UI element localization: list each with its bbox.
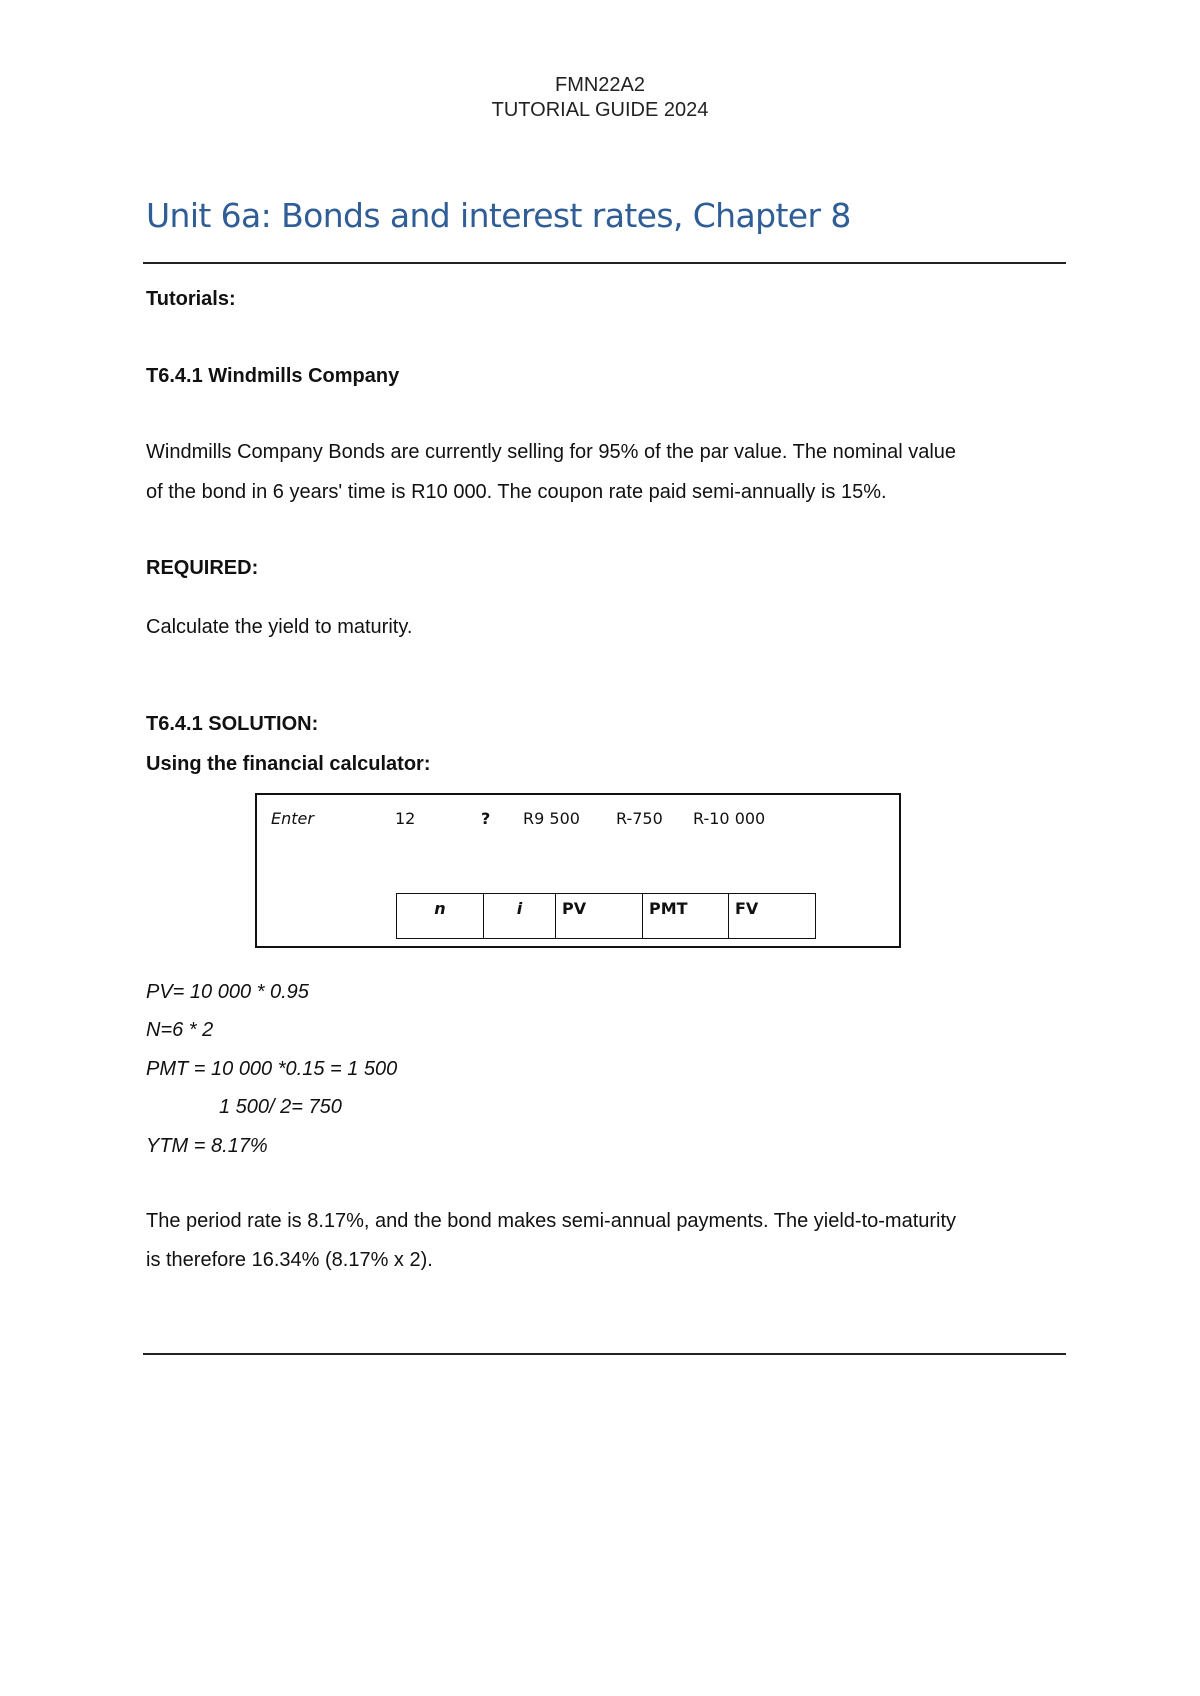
calculator-key-pv: PV <box>556 894 643 938</box>
calculator-entry-n: 12 <box>395 809 416 828</box>
working-ytm: YTM = 8.17% <box>146 1135 268 1157</box>
solution-method: Using the financial calculator: <box>146 753 431 775</box>
calculator-entry-pmt: R-750 <box>616 809 663 828</box>
required-text: Calculate the yield to maturity. <box>146 616 413 638</box>
calculator-key-n: n <box>397 894 484 938</box>
working-n: N=6 * 2 <box>146 1019 214 1041</box>
calculator-enter-label: Enter <box>271 809 314 828</box>
tutorials-label: Tutorials: <box>146 288 236 310</box>
calculator-key-fv: FV <box>735 899 759 918</box>
header-course-code: FMN22A2 <box>554 74 646 96</box>
calculator-entry-pv: R9 500 <box>523 809 580 828</box>
solution-heading: T6.4.1 SOLUTION: <box>146 713 319 735</box>
calculator-input-box <box>255 793 901 948</box>
title-divider <box>143 262 1066 264</box>
conclusion-line-2: is therefore 16.34% (8.17% x 2). <box>146 1249 433 1271</box>
working-pv: PV= 10 000 * 0.95 <box>146 981 309 1003</box>
unit-title: Unit 6a: Bonds and interest rates, Chapter 8 <box>146 196 851 235</box>
header-guide-title: TUTORIAL GUIDE 2024 <box>491 99 709 121</box>
question-heading: T6.4.1 Windmills Company <box>146 365 400 387</box>
section-end-divider <box>143 1353 1066 1355</box>
working-pmt: PMT = 10 000 *0.15 = 1 500 <box>146 1058 398 1080</box>
question-body-line-1: Windmills Company Bonds are currently selling for 95% of the par value. The nominal value <box>146 441 957 463</box>
calculator-entry-fv: R-10 000 <box>693 809 766 828</box>
working-pmt-half: 1 500/ 2= 750 <box>219 1096 342 1118</box>
conclusion-line-1: The period rate is 8.17%, and the bond makes semi-annual payments. The yield-to-maturity <box>146 1210 957 1232</box>
calculator-entry-i: ? <box>481 809 491 828</box>
calculator-key-row <box>396 893 816 939</box>
calculator-key-pmt: PMT <box>643 894 729 938</box>
required-label: REQUIRED: <box>146 557 259 579</box>
question-body-line-2: of the bond in 6 years' time is R10 000. The coupon rate paid semi-annually is 15%. <box>146 481 887 503</box>
calculator-key-i: i <box>484 894 556 938</box>
